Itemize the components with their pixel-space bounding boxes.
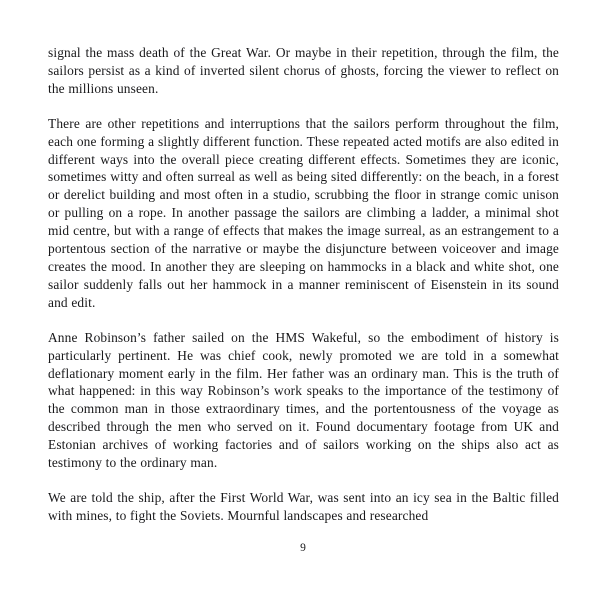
body-text-column	[48, 44, 559, 525]
body-paragraph: Anne Robinson’s father sailed on the HMS Wakeful, so the embodiment of history is particularly pertinent. He was chief cook, newly promoted we are told in a somewhat deflationary moment early in the film. Her father was an ordinary man. This is the truth of what happened: in this way Robinson’s work speaks to the importance of the testimony of the common man in those extraordinary times, and the portentousness of the voyage as described through the men who served on it. Found documentary footage from UK and Estonian archives of working factories and of sailors working on the ships also act as testimony to the ordinary man.	[48, 329, 559, 471]
body-paragraph: There are other repetitions and interruptions that the sailors perform throughout the film, each one forming a slightly different function. These repeated acted motifs are also edited in different ways into the overall piece creating different effects. Sometimes they are iconic, sometimes witty and often surreal as well as being sited differently: on the beach, in a forest or derelict building and most often in a studio, scrubbing the floor in strange comic unison or pulling on a rope. In another passage the sailors are climbing a ladder, a minimal shot mid centre, but with a range of effects that makes the image surreal, as an estrangement to a portentous section of the narrative or maybe the disjuncture between voiceover and image creates the mood. In another they are sleeping on hammocks in a black and white shot, one sailor suddenly falls out her hammock in a manner reminiscent of Eisenstein in its sound and edit.	[48, 115, 559, 310]
body-paragraph: signal the mass death of the Great War. Or maybe in their repetition, through the film, the sailors persist as a kind of inverted silent chorus of ghosts, forcing the viewer to reflect on the millions unseen.	[48, 45, 559, 96]
body-paragraph: We are told the ship, after the First World War, was sent into an icy sea in the Baltic filled with mines, to fight the Soviets. Mournful landscapes and researched	[48, 489, 559, 523]
page-number: 9	[300, 542, 306, 554]
